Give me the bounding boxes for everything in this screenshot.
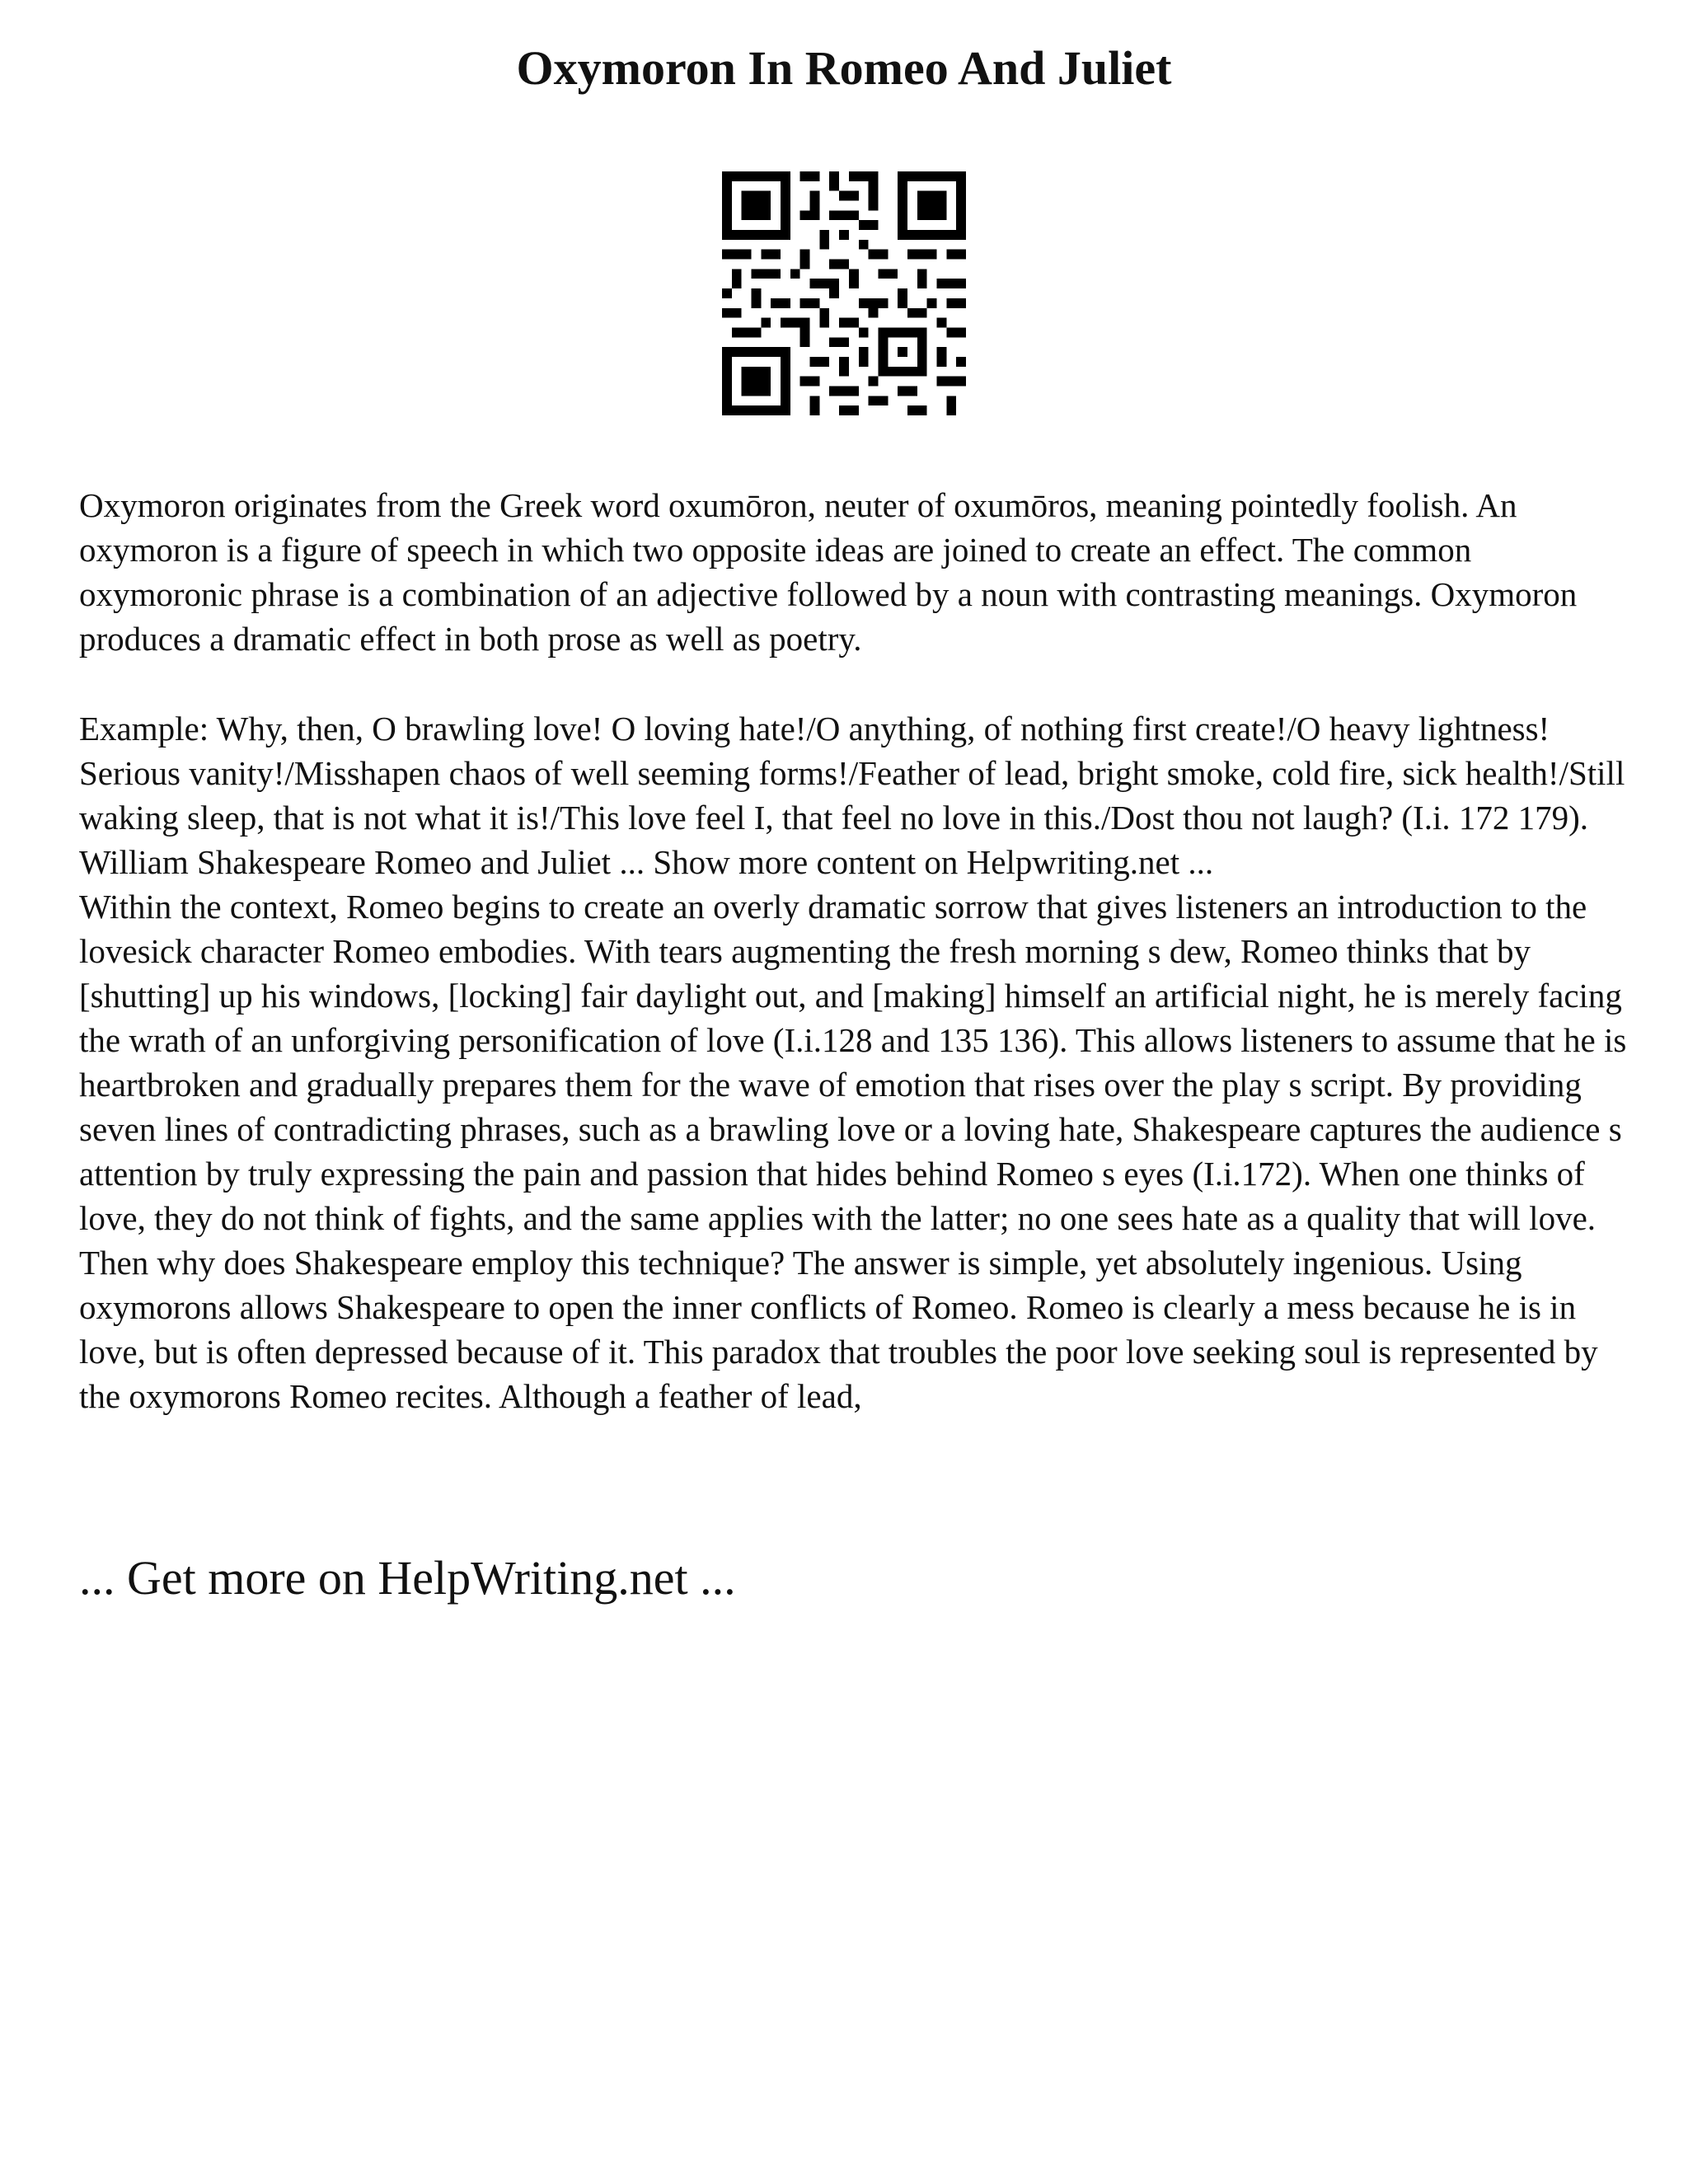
qr-code-icon	[722, 171, 966, 415]
example-paragraph: Example: Why, then, O brawling love! O loving hate!/O anything, of nothing first create!/O heavy lightness! Serious vanity!/Misshapen chaos of well seeming forms!/Feather of lead, bright smoke, cold fire, sick health!/Still waking sleep, that is not what it is!/This love feel I, that feel no love in this./Dost thou not laugh? (I.i. 172 179). William Shakespeare Romeo and Juliet ... Show more content on Helpwriting.net ...	[79, 710, 1625, 881]
get-more-link[interactable]: ... Get more on HelpWriting.net ...	[79, 1551, 736, 1605]
page-title: Oxymoron In Romeo And Juliet	[516, 41, 1172, 95]
analysis-paragraph: Within the context, Romeo begins to create an overly dramatic sorrow that gives listeners an introduction to the lovesick character Romeo embodies. With tears augmenting the fresh morning s dew, Romeo thinks that by [shutting] up his windows, [locking] fair daylight out, and [making] himself an artificial night, he is merely facing the wrath of an unforgiving personification of love (I.i.128 and 135 136). This allows listeners to assume that he is heartbroken and gradually prepares them for the wave of emotion that rises over the play s script. By providing seven lines of contradicting phrases, such as a brawling love or a loving hate, Shakespeare captures the audience s attention by truly expressing the pain and passion that hides behind Romeo s eyes (I.i.172). When one thinks of love, they do not think of fights, and the same applies with the latter; no one sees hate as a quality that will love. Then why does Shakespeare employ this technique? The answer is simple, yet absolutely ingenious. Using oxymorons allows Shakespeare to open the inner conflicts of Romeo. Romeo is clearly a mess because he is in love, but is often depressed because of it. This paradox that troubles the poor love seeking soul is represented by the oxymorons Romeo recites. Although a feather of lead,	[79, 888, 1627, 1415]
intro-paragraph: Oxymoron originates from the Greek word oxumōron, neuter of oxumōros, meaning pointedly foolish. An oxymoron is a figure of speech in which two opposite ideas are joined to create an effect. The common oxymoronic phrase is a combination of an adjective followed by a noun with contrasting meanings. Oxymoron produces a dramatic effect in both prose as well as poetry.	[79, 486, 1578, 658]
